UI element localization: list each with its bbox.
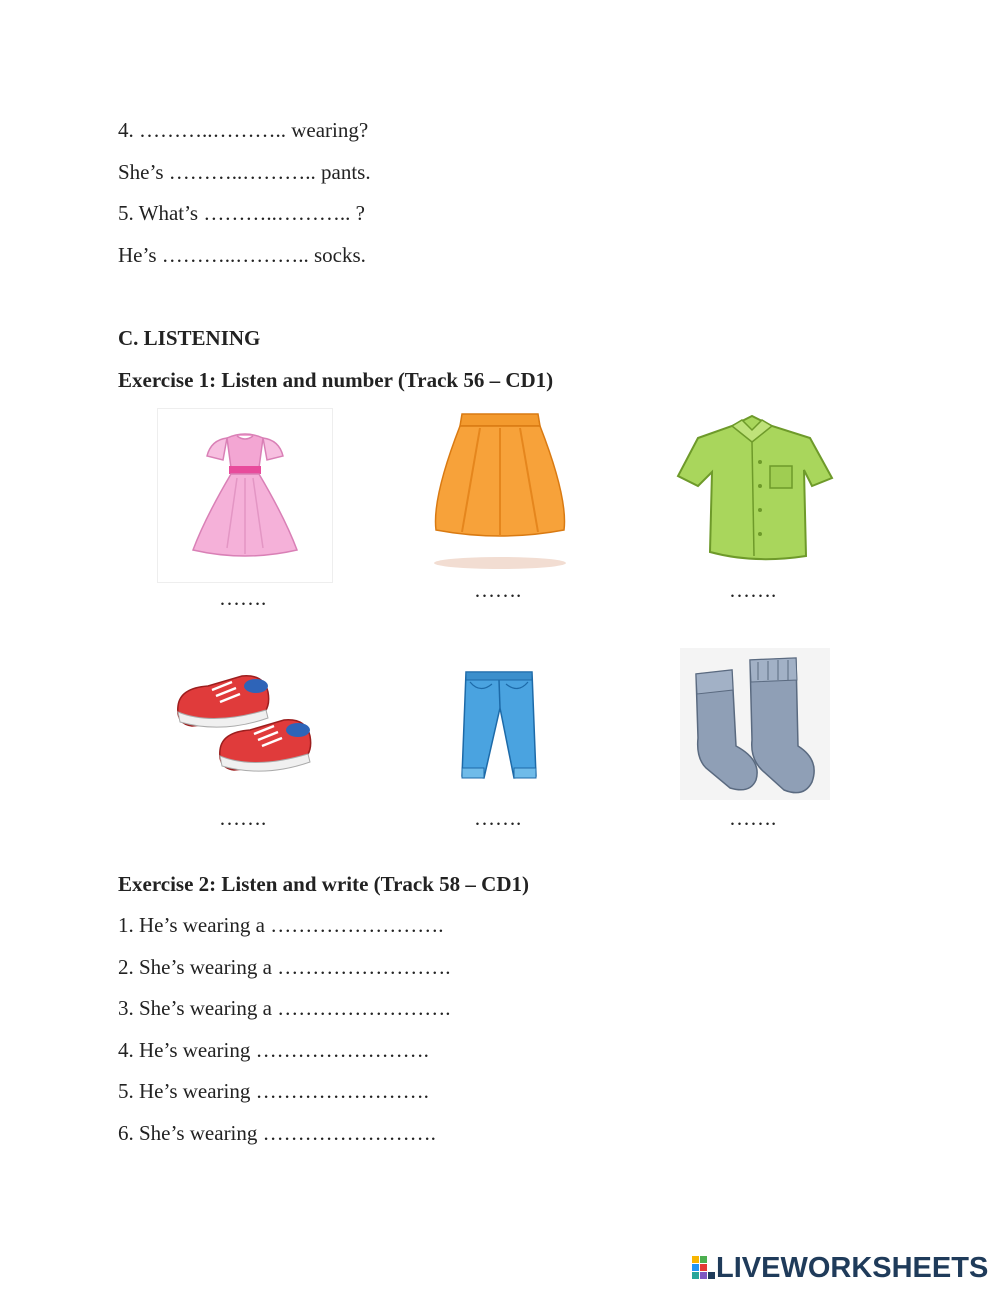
- write-line[interactable]: 3. She’s wearing a …………………….: [118, 996, 451, 1020]
- write-line[interactable]: 5. He’s wearing …………………….: [118, 1079, 429, 1103]
- write-line[interactable]: 1. He’s wearing a …………………….: [118, 913, 444, 937]
- write-line[interactable]: 4. He’s wearing …………………….: [118, 1038, 429, 1062]
- answer-blank[interactable]: …….: [474, 578, 522, 602]
- logo-text: LIVEWORKSHEETS: [716, 1251, 989, 1284]
- answer-line: He’s ………..……….. socks.: [118, 243, 366, 267]
- exercise1-title: Exercise 1: Listen and number (Track 56 – CD1): [118, 368, 554, 392]
- liveworksheets-logo: [692, 1250, 988, 1286]
- answer-blank[interactable]: …….: [474, 806, 522, 830]
- write-line[interactable]: 6. She’s wearing …………………….: [118, 1121, 436, 1145]
- exercise2-title: Exercise 2: Listen and write (Track 58 – CD1): [118, 872, 529, 896]
- skirt-image: [418, 408, 582, 574]
- section-heading: C. LISTENING: [118, 326, 261, 350]
- answer-blank[interactable]: …….: [219, 806, 267, 830]
- answer-line: She’s ………..……….. pants.: [118, 160, 371, 184]
- dress-image: [157, 408, 333, 583]
- question-line: 5. What’s ………..……….. ?: [118, 201, 365, 225]
- pants-image: [458, 668, 540, 786]
- answer-blank[interactable]: …….: [219, 586, 267, 610]
- answer-blank[interactable]: …….: [729, 806, 777, 830]
- logo-icon: [692, 1256, 716, 1280]
- socks-image: [680, 648, 830, 800]
- shirt-image: [670, 412, 838, 568]
- write-line[interactable]: 2. She’s wearing a …………………….: [118, 955, 451, 979]
- shoes-image: [172, 666, 322, 778]
- answer-blank[interactable]: …….: [729, 578, 777, 602]
- question-line: 4. ………..……….. wearing?: [118, 118, 369, 142]
